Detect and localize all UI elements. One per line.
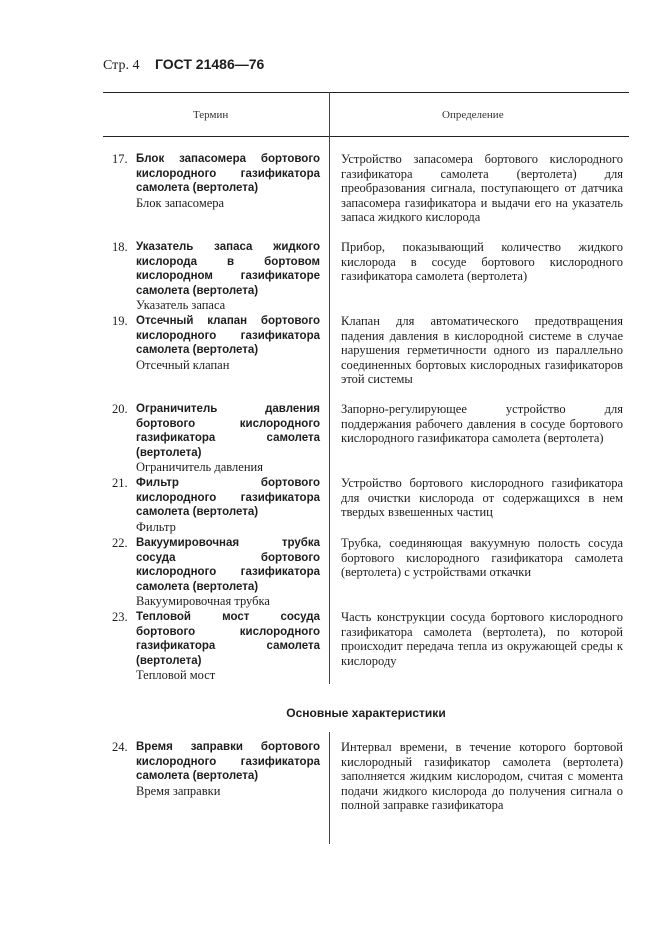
term-entry-21 [112, 476, 326, 534]
term-column-header: Термин [193, 109, 229, 121]
definition-23: Часть конструкции сосуда бортового кислородного газификатора самолета (вертолета), по которой происходит передача тепла из окружающей среды к кислороду [341, 610, 623, 668]
term-number: 24. [112, 740, 128, 754]
term-short-form: Тепловой мост [136, 668, 216, 683]
definition-18: Прибор, показывающий количество жидкого кислорода в сосуде бортового кислородного газификатора самолета (вертолета) [341, 240, 623, 284]
column-divider-2 [329, 732, 330, 844]
term-entry-24 [112, 740, 326, 798]
term-entry-22 [112, 536, 326, 609]
term-title: Отсечный клапан бортового кислородного газификатора самолета (вертолета) [136, 315, 320, 357]
document-designation: ГОСТ 21486—76 [154, 56, 265, 72]
term-title: Вакуумировочная трубка сосуда бортового кислородного газификатора самолета (вертолета) [136, 537, 320, 593]
term-number: 18. [112, 240, 128, 254]
term-title: Фильтр бортового кислородного газификатора самолета (вертолета) [136, 477, 320, 519]
term-entry-20 [112, 402, 326, 475]
term-title: Тепловой мост сосуда бортового кислородного газификатора самолета (вертолета) [136, 611, 320, 667]
section-heading: Основные характеристики [286, 706, 446, 720]
definition-19: Клапан для автоматического предотвращения падения давления в кислородной системе в случае нарушения герметичности одного из параллельно соединенных бортовых кислородных газификаторов этой системы [341, 314, 623, 387]
term-entry-18 [112, 240, 326, 313]
term-number: 23. [112, 610, 128, 624]
term-title: Ограничитель давления бортового кислородного газификатора самолета (вертолета) [136, 403, 320, 459]
term-number: 17. [112, 152, 128, 166]
term-short-form: Ограничитель давления [136, 460, 263, 475]
definition-22: Трубка, соединяющая вакуумную полость сосуда бортового кислородного газификатора самолета (вертолета) с устройствами откачки [341, 536, 623, 580]
term-title: Указатель запаса жидкого кислорода в бортовом кислородном газификаторе самолета (вертолета) [136, 241, 320, 297]
column-divider-1 [329, 136, 330, 684]
term-number: 20. [112, 402, 128, 416]
term-short-form: Фильтр [136, 519, 176, 534]
term-number: 22. [112, 536, 128, 550]
term-short-form: Вакуумировочная трубка [136, 594, 270, 609]
header-column-divider [329, 92, 330, 136]
term-title: Блок запасомера бортового кислородного газификатора самолета (вертолета) [136, 153, 320, 195]
definition-21: Устройство бортового кислородного газификатора для очистки кислорода от содержащихся в нем твердых взвешенных частиц [341, 476, 623, 520]
term-title: Время заправки бортового кислородного газификатора самолета (вертолета) [136, 741, 320, 783]
term-short-form: Отсечный клапан [136, 357, 230, 372]
definition-column-header: Определение [442, 109, 504, 121]
term-number: 21. [112, 476, 128, 490]
definition-20: Запорно-регулирующее устройство для поддержания рабочего давления в сосуде бортового кислородного газификатора самолета (вертолета) [341, 402, 623, 446]
term-entry-17 [112, 152, 326, 210]
term-number: 19. [112, 314, 128, 328]
term-short-form: Блок запасомера [136, 195, 225, 210]
term-short-form: Указатель запаса [136, 298, 226, 313]
definition-17: Устройство запасомера бортового кислородного газификатора самолета (вертолета) для преобразования сигнала, поступающего от датчика запасомера газификатора и выдачи его на указатель запаса жидкого кислорода [341, 152, 623, 225]
table-top-rule [103, 92, 629, 93]
definition-24: Интервал времени, в течение которого бортовой кислородный газификатор самолета (вертолета) заполняется жидким кислородом, считая с момента подачи жидкого кислорода до получения сигнала о полной заправке газификатора [341, 740, 623, 813]
page-header [103, 56, 264, 74]
term-short-form: Время заправки [136, 783, 221, 798]
table-header-rule [103, 136, 629, 137]
page-number: Стр. 4 [103, 58, 140, 73]
term-entry-23 [112, 610, 326, 683]
term-entry-19 [112, 314, 326, 372]
